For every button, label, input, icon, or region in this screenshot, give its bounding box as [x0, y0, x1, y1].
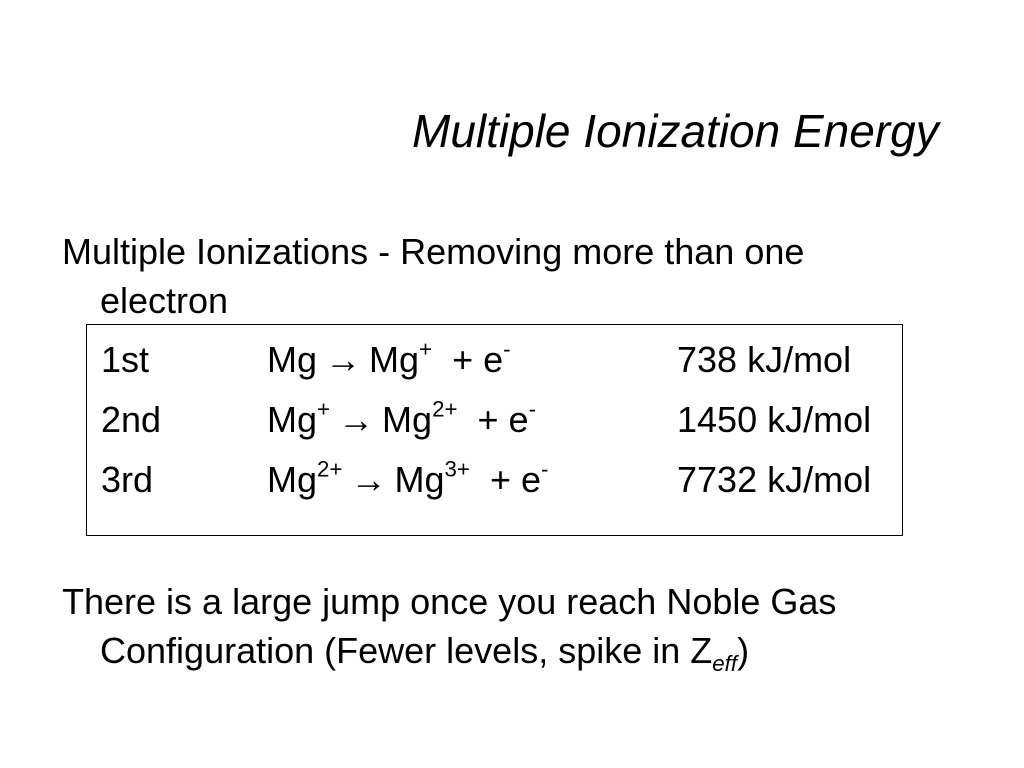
bullet-text-line-1: There is a large jump once you reach Noble Gas — [62, 581, 837, 622]
arrow-right-icon: → — [350, 459, 387, 500]
product-charge: + — [419, 336, 433, 362]
electron-charge: - — [528, 396, 537, 422]
arrow-right-icon: → — [338, 399, 375, 440]
bullet-text-line-1: Multiple Ionizations - Removing more than one — [62, 231, 805, 272]
electron-charge: - — [503, 336, 511, 362]
bullet-text-line-2 — [62, 626, 962, 675]
table-row — [87, 335, 902, 385]
reaction-equation — [267, 335, 511, 385]
reactant: Mg — [267, 459, 318, 500]
electron: + e — [489, 459, 541, 500]
ionization-table — [86, 324, 903, 536]
ordinal-label: 1st — [101, 339, 150, 380]
bullet-multiple-ionizations — [62, 227, 962, 325]
bullet-text-line-2: electron — [100, 280, 229, 321]
z-eff-subscript: eff — [712, 650, 738, 676]
ionization-energy-value: 738 kJ/mol — [677, 339, 852, 380]
reaction-equation — [267, 455, 548, 505]
product-charge: 3+ — [444, 456, 470, 482]
ionization-energy-value: 1450 kJ/mol — [677, 399, 872, 440]
reactant-charge: + — [317, 396, 331, 422]
table-row — [87, 455, 902, 505]
reaction-equation — [267, 395, 536, 445]
slide-title: Multiple Ionization Energy — [412, 105, 939, 157]
ionization-energy-value: 7732 kJ/mol — [677, 459, 872, 500]
bullet-text-post: ) — [737, 630, 750, 671]
reactant-charge: 2+ — [317, 456, 343, 482]
product: Mg — [382, 399, 433, 440]
ordinal-label: 3rd — [101, 459, 154, 500]
reactant: Mg — [267, 339, 318, 380]
ordinal-label: 2nd — [101, 399, 162, 440]
product-charge: 2+ — [432, 396, 458, 422]
electron: + e — [452, 339, 504, 380]
electron-charge: - — [541, 456, 549, 482]
bullet-noble-gas-jump — [62, 577, 962, 675]
electron: + e — [477, 399, 529, 440]
product: Mg — [394, 459, 445, 500]
reactant: Mg — [267, 399, 318, 440]
arrow-right-icon: → — [325, 339, 362, 380]
table-row — [87, 395, 902, 445]
bullet-text-pre: Configuration (Fewer levels, spike in Z — [100, 630, 713, 671]
product: Mg — [369, 339, 420, 380]
